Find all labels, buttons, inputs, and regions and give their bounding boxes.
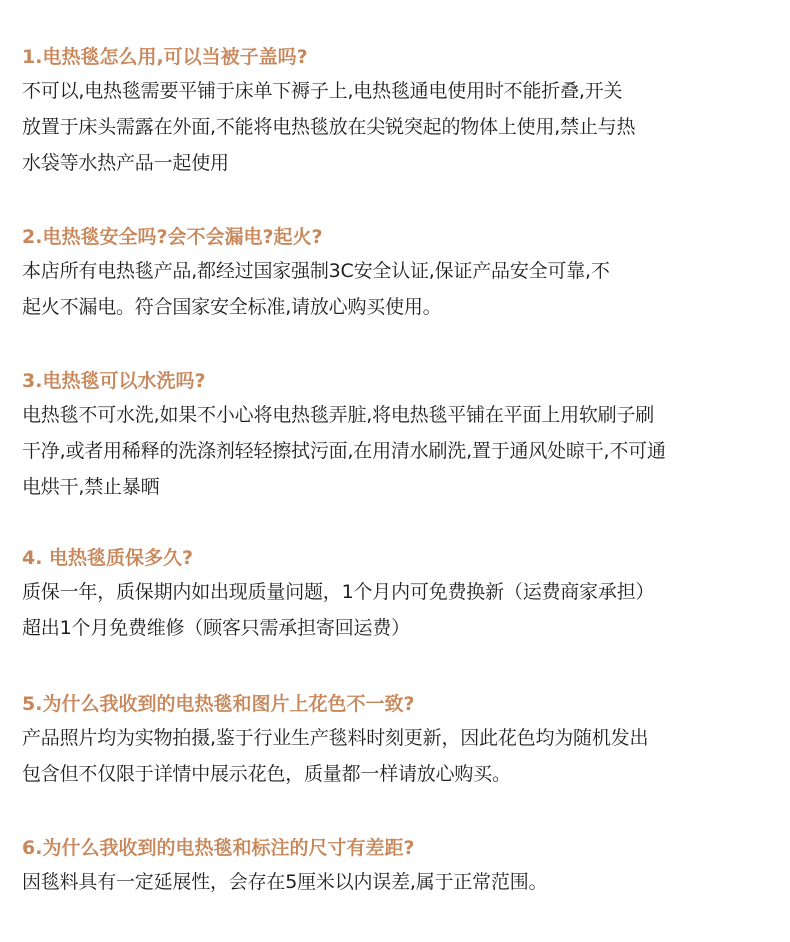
- faq-answer-2-line-2: 起火不漏电。符合国家安全标准,请放心购买使用。: [22, 296, 442, 318]
- faq-answer-5-line-1: 产品照片均为实物拍摄,鉴于行业生产毯料时刻更新，因此花色均为随机发出: [22, 727, 649, 749]
- faq-answer-5-line-2: 包含但不仅限于详情中展示花色，质量都一样请放心购买。: [22, 763, 511, 785]
- faq-item-3: [22, 366, 776, 505]
- faq-answer-3-line-1: 电热毯不可水洗,如果不小心将电热毯弄脏,将电热毯平铺在平面上用软刷子刷: [22, 404, 655, 426]
- faq-answer-3-line-2: 干净,或者用稀释的洗涤剂轻轻擦拭污面,在用清水刷洗,置于通风处晾干,不可通: [22, 440, 666, 462]
- faq-answer-2-line-1: 本店所有电热毯产品,都经过国家强制3C安全认证,保证产品安全可靠,不: [22, 260, 610, 282]
- faq-question-6: 6.为什么我收到的电热毯和标注的尺寸有差距?: [22, 837, 415, 859]
- faq-item-5: [22, 689, 776, 792]
- faq-answer-3-line-3: 电烘干,禁止暴晒: [22, 476, 160, 498]
- faq-item-1: [22, 42, 776, 181]
- faq-answer-4-line-2: 超出1个月免费维修（顾客只需承担寄回运费）: [22, 617, 410, 639]
- faq-question-5: 5.为什么我收到的电热毯和图片上花色不一致?: [22, 693, 415, 715]
- faq-item-4: [22, 543, 776, 646]
- faq-answer-1-line-2: 放置于床头需露在外面,不能将电热毯放在尖锐突起的物体上使用,禁止与热: [22, 116, 636, 138]
- faq-question-1: 1.电热毯怎么用,可以当被子盖吗?: [22, 46, 308, 68]
- faq-item-2: [22, 222, 776, 325]
- faq-question-3: 3.电热毯可以水洗吗?: [22, 370, 206, 392]
- faq-answer-4-line-1: 质保一年，质保期内如出现质量问题，1个月内可免费换新（运费商家承担）: [22, 581, 655, 603]
- faq-question-4: 4. 电热毯质保多久?: [22, 547, 194, 569]
- faq-answer-1-line-1: 不可以,电热毯需要平铺于床单下褥子上,电热毯通电使用时不能折叠,开关: [22, 80, 623, 102]
- faq-answer-1-line-3: 水袋等水热产品一起使用: [22, 152, 229, 174]
- faq-item-6: [22, 833, 776, 900]
- faq-answer-6-line-1: 因毯料具有一定延展性，会存在5厘米以内误差,属于正常范围。: [22, 871, 548, 893]
- faq-question-2: 2.电热毯安全吗?会不会漏电?起火?: [22, 226, 323, 248]
